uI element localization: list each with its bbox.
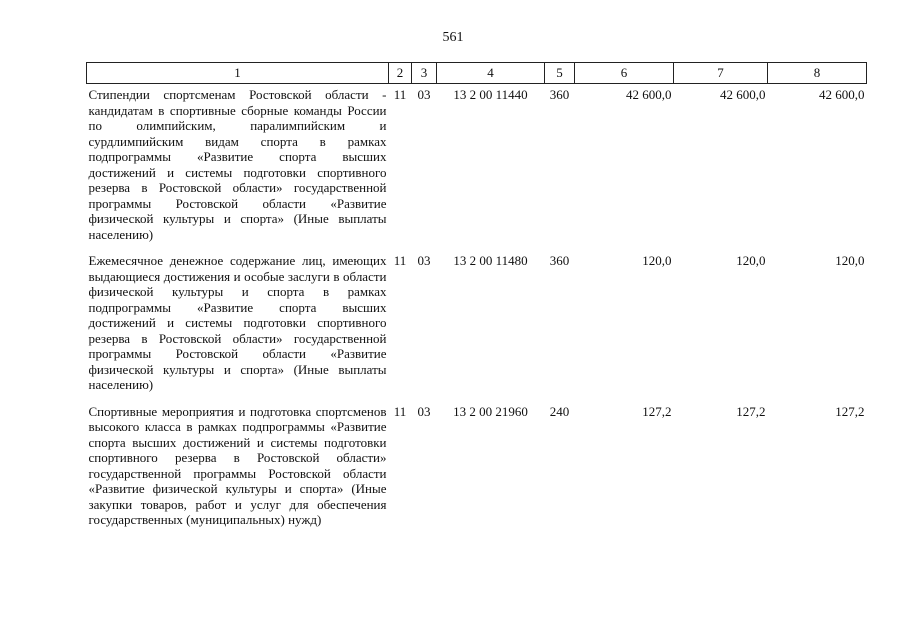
column-header-3: 3: [412, 63, 437, 84]
row-expense-type: 240: [549, 403, 570, 419]
row-section: 11: [393, 87, 407, 102]
row-sum-2: 42 600,0: [720, 87, 766, 102]
row-sum-1: 120,0: [642, 253, 672, 268]
page-number: 561: [442, 30, 464, 45]
table-row: [87, 84, 867, 251]
row-sum-1: 127,2: [642, 403, 672, 419]
column-header-8: 8: [768, 63, 867, 84]
row-section: 11: [393, 403, 407, 419]
row-section: 11: [393, 253, 407, 268]
column-header-7: 7: [674, 63, 768, 84]
table-row: [87, 401, 867, 536]
column-header-1: 1: [87, 63, 389, 84]
row-sum-3: 42 600,0: [819, 87, 865, 102]
row-expense-type: 360: [549, 87, 570, 102]
row-subsection: 03: [417, 87, 431, 102]
row-subsection: 03: [417, 403, 431, 419]
row-description: Спортивные мероприятия и подготовка спортсменов высокого класса в рамках подпрограммы «Развитие спорта высших достижений и системы подготовки спортивного резерва в Ростовской области» государственной программы Ростовской области «Развитие физической культуры и спорта» (Иные закупки товаров, работ и услуг для обеспечения государственных (муниципальных) нужд): [88, 403, 387, 527]
table-header-row: [87, 63, 867, 84]
column-header-5: 5: [545, 63, 575, 84]
row-target-article: 13 2 00 11480: [453, 253, 528, 268]
row-sum-1: 42 600,0: [626, 87, 672, 102]
row-target-article: 13 2 00 11440: [453, 87, 528, 102]
row-sum-3: 120,0: [835, 253, 865, 268]
row-description: Стипендии спортсменам Ростовской области - кандидатам в спортивные сборные команды России по олимпийским, паралимпийским и сурдлимпийским видам спорта в рамках подпрограммы «Развитие спорта высших достижений и системы подготовки спортивного резерва в Ростовской области» государственной программы Ростовской области «Развитие физической культуры и спорта» (Иные выплаты населению): [88, 87, 387, 242]
column-header-6: 6: [575, 63, 674, 84]
column-header-2: 2: [389, 63, 412, 84]
row-description: Ежемесячное денежное содержание лиц, имеющих выдающиеся достижения и особые заслуги в области физической культуры и спорта в рамках подпрограммы «Развитие спорта высших достижений и системы подготовки спортивного резерва в Ростовской области» государственной программы Ростовской области «Развитие физической культуры и спорта» (Иные выплаты населению): [88, 253, 387, 392]
row-subsection: 03: [417, 253, 431, 268]
row-target-article: 13 2 00 21960: [453, 403, 528, 419]
column-header-4: 4: [437, 63, 545, 84]
row-expense-type: 360: [549, 253, 570, 268]
row-sum-3: 127,2: [835, 403, 865, 419]
row-sum-2: 127,2: [736, 403, 766, 419]
table-row: [87, 250, 867, 401]
budget-table: [86, 62, 867, 536]
row-sum-2: 120,0: [736, 253, 766, 268]
